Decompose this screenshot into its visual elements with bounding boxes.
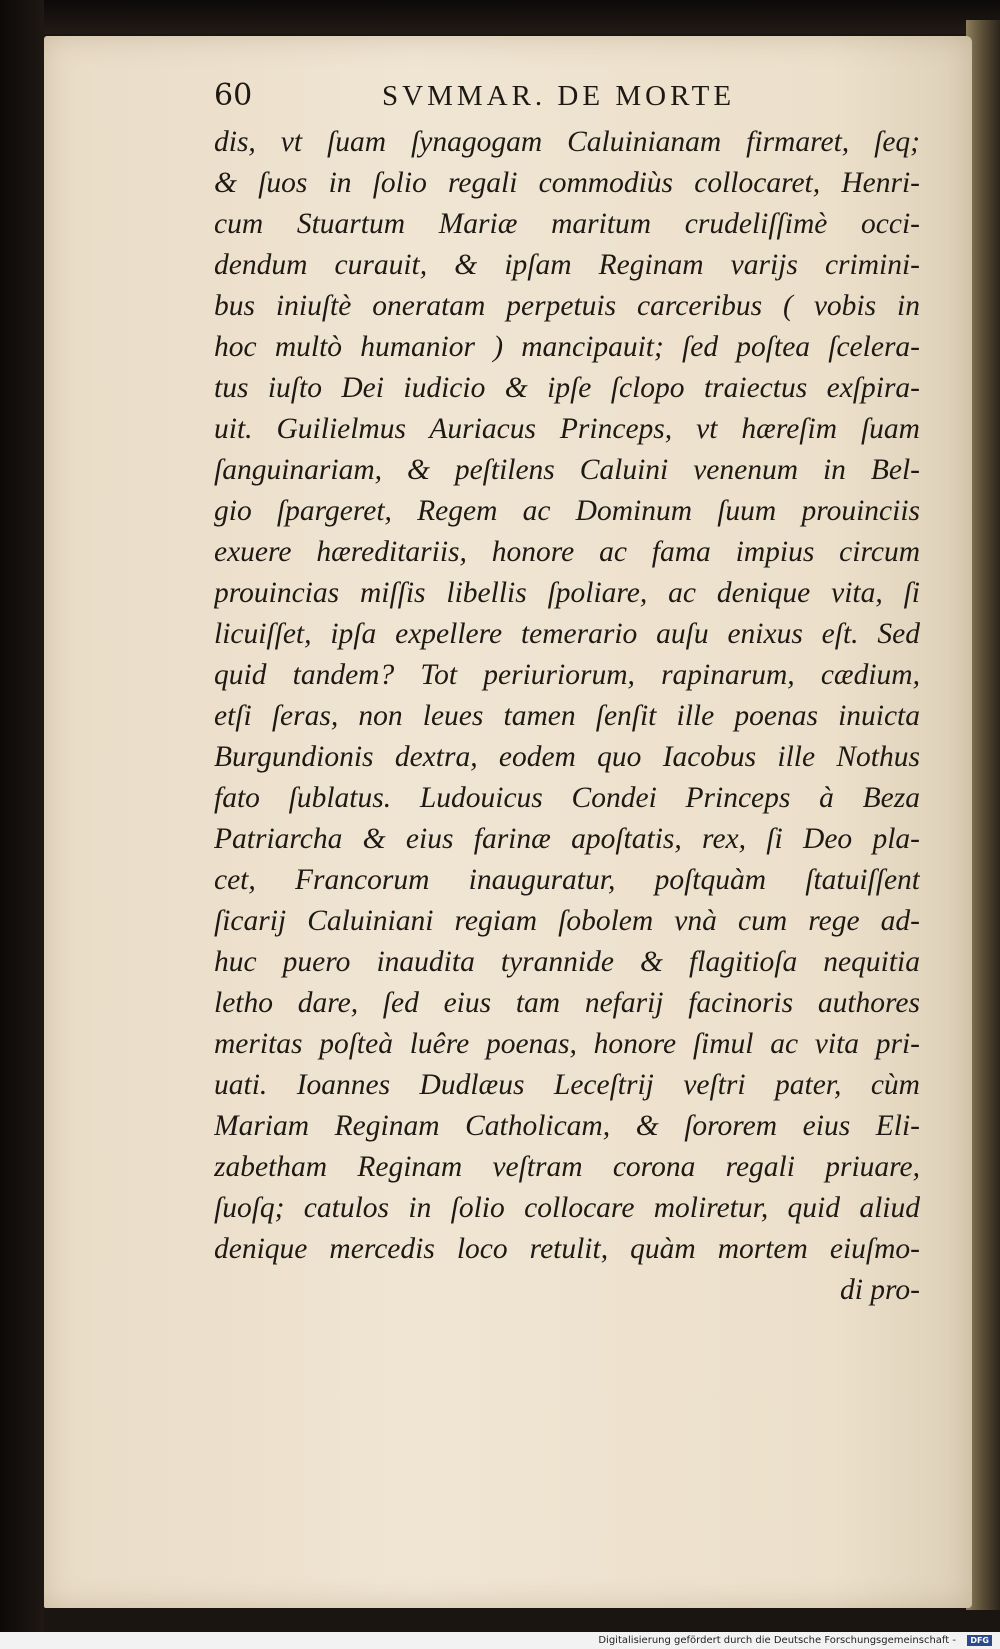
dfg-logo: DFG — [967, 1635, 992, 1646]
footer-credit: Digitalisierung gefördert durch die Deutsche Forschungsgemeinschaft - — [598, 1635, 956, 1646]
text-line: uati. Ioannes Dudlæus Leceſtrij veſtri pater, cùm — [214, 1069, 920, 1101]
text-line: gio ſpargeret, Regem ac Dominum ſuum prouinciis — [214, 495, 920, 527]
text-line: & ſuos in ſolio regali commodiùs collocaret, Henri- — [214, 167, 920, 199]
text-line: bus iniuſtè oneratam perpetuis carceribus ( vobis in — [214, 290, 920, 322]
text-line: Patriarcha & eius farinæ apoſtatis, rex, ſi Deo pla- — [214, 823, 920, 855]
text-line: Burgundionis dextra, eodem quo Iacobus ille Nothus — [214, 741, 920, 773]
running-head: SVMMAR. DE MORTE — [382, 80, 736, 112]
text-line: Mariam Reginam Catholicam, & ſororem eius Eli- — [214, 1110, 920, 1142]
text-line: dis, vt ſuam ſynagogam Caluinianam firmaret, ſeq; — [214, 126, 920, 158]
page-header — [214, 78, 914, 122]
text-line: licuiſſet, ipſa expellere temerario auſu enixus eſt. Sed — [214, 618, 920, 650]
text-line: denique mercedis loco retulit, quàm mortem eiuſmo- — [214, 1233, 920, 1265]
text-line: meritas poſteà luêre poenas, honore ſimul ac vita pri- — [214, 1028, 920, 1060]
text-line: dendum curauit, & ipſam Reginam varijs crimini- — [214, 249, 920, 281]
text-line: ſuoſq; catulos in ſolio collocare moliretur, quid aliud — [214, 1192, 920, 1224]
text-line: uit. Guilielmus Auriacus Princeps, vt hæreſim ſuam — [214, 413, 920, 445]
text-line: zabetham Reginam veſtram corona regali priuare, — [214, 1151, 920, 1183]
text-line: exuere hæreditariis, honore ac fama impius circum — [214, 536, 920, 568]
text-line: cet, Francorum inauguratur, poſtquàm ſtatuiſſent — [214, 864, 920, 896]
text-line: prouincias miſſis libellis ſpoliare, ac denique vita, ſi — [214, 577, 920, 609]
scan-top-border — [0, 0, 1000, 34]
text-line: hoc multò humanior ) mancipauit; ſed poſtea ſcelera- — [214, 331, 920, 363]
text-line: cum Stuartum Mariæ maritum crudeliſſimè occi- — [214, 208, 920, 240]
page-number: 60 — [214, 78, 253, 113]
text-line: quid tandem? Tot periuriorum, rapinarum, cædium, — [214, 659, 920, 691]
body-text — [214, 122, 920, 1311]
text-line: ſanguinariam, & peſtilens Caluini venenum in Bel- — [214, 454, 920, 486]
text-line: tus iuſto Dei iudicio & ipſe ſclopo traiectus exſpira- — [214, 372, 920, 404]
text-line: huc puero inaudita tyrannide & flagitioſa nequitia — [214, 946, 920, 978]
digitization-footer — [0, 1632, 1000, 1649]
scan-left-border — [0, 0, 44, 1649]
text-line: ſicarij Caluiniani regiam ſobolem vnà cum rege ad- — [214, 905, 920, 937]
catchword: di pro- — [839, 1274, 920, 1306]
text-line: etſi ſeras, non leues tamen ſenſit ille poenas inuicta — [214, 700, 920, 732]
text-line: letho dare, ſed eius tam nefarij facinoris authores — [214, 987, 920, 1019]
text-line: fato ſublatus. Ludouicus Condei Princeps à Beza — [214, 782, 920, 814]
